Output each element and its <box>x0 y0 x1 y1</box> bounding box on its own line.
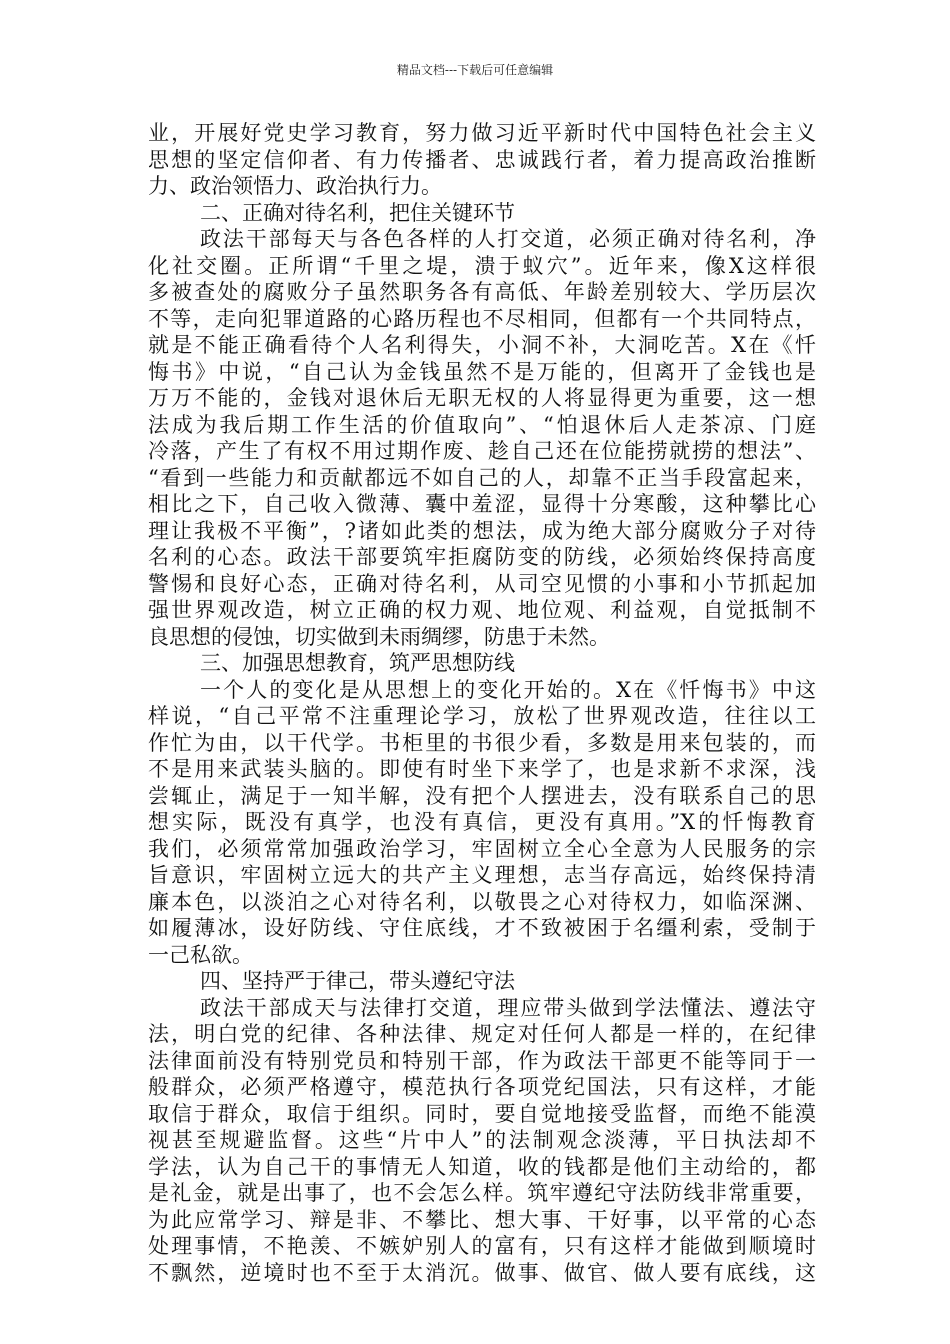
page-header: 精品文档---下载后可任意编辑 <box>396 63 554 77</box>
text-line: 良思想的侵蚀，切实做到未雨绸缪，防患于未然。 <box>148 624 610 649</box>
text-line: 多被查处的腐败分子虽然职务各有高低、年龄差别较大、学历层次 <box>148 280 816 304</box>
text-line: 万万不能的，金钱对退休后无职无权的人将显得更为重要，这一想 <box>148 386 816 410</box>
text-line: 理让我极不平衡”，?诸如此类的想法，成为绝大部分腐败分子对待 <box>148 518 816 543</box>
text-line: 如履薄冰，设好防线、守住底线，才不致被困于名缰利索，受制于 <box>148 916 816 940</box>
text-line: 想实际，既没有真学，也没有真信，更没有真用。”X的忏悔教育 <box>148 810 816 834</box>
text-line: 学法，认为自己干的事情无人知道，收的钱都是他们主动给的，都 <box>148 1154 816 1179</box>
section-heading: 二、正确对待名利，把住关键环节 <box>200 200 515 225</box>
text-line: “看到一些能力和贡献都远不如自己的人，却靠不正当手段富起来， <box>148 465 816 490</box>
text-line: 业，开展好党史学习教育，努力做习近平新时代中国特色社会主义 <box>148 121 816 145</box>
text-line: 一己私欲。 <box>148 942 253 967</box>
text-line: 政法干部成天与法律打交道，理应带头做到学法懂法、遵法守 <box>200 995 816 1020</box>
text-line: 法律面前没有特别党员和特别干部，作为政法干部更不能等同于一 <box>148 1048 816 1073</box>
text-line: 政法干部每天与各色各样的人打交道，必须正确对待名利，净 <box>200 227 816 251</box>
text-line: 就是不能正确看待个人名利得失，小洞不补，大洞吃苦。X在《忏 <box>148 333 816 357</box>
text-line: 样说，“自己平常不注重理论学习，放松了世界观改造，往往以工 <box>148 704 816 728</box>
text-line: 相比之下，自己收入微薄、囊中羞涩，显得十分寒酸，这种攀比心 <box>148 492 816 516</box>
text-line: 名利的心态。政法干部要筑牢拒腐防变的防线，必须始终保持高度 <box>148 545 816 569</box>
text-line: 般群众，必须严格遵守，模范执行各项党纪国法，只有这样，才能 <box>148 1075 816 1099</box>
text-line: 旨意识，牢固树立远大的共产主义理想，志当存高远，始终保持清 <box>148 863 816 887</box>
section-heading: 四、坚持严于律己，带头遵纪守法 <box>200 969 515 993</box>
text-line: 处理事情，不艳羡、不嫉妒别人的富有，只有这样才能做到顺境时 <box>148 1234 816 1258</box>
text-line: 取信于群众，取信于组织。同时，要自觉地接受监督，而绝不能漠 <box>148 1101 816 1126</box>
text-line: 思想的坚定信仰者、有力传播者、忠诚践行者，着力提高政治推断 <box>148 147 816 172</box>
text-line: 法，明白党的纪律、各种法律、规定对任何人都是一样的，在纪律 <box>148 1022 816 1046</box>
document-body <box>148 120 816 1286</box>
text-line: 尝辄止，满足于一知半解，没有把个人摆进去，没有联系自己的思 <box>148 783 816 808</box>
text-line: 警惕和良好心态，正确对待名利，从司空见惯的小事和小节抓起加 <box>148 571 816 596</box>
text-line: 法成为我后期工作生活的价值取向”、“怕退休后人走茶凉、门庭 <box>148 412 816 437</box>
text-line: 一个人的变化是从思想上的变化开始的。X在《忏悔书》中这 <box>200 677 816 702</box>
text-line: 冷落，产生了有权不用过期作废、趁自己还在位能捞就捞的想法”、 <box>148 439 816 463</box>
text-line: 视甚至规避监督。这些“片中人”的法制观念淡薄，平日执法却不 <box>148 1128 816 1152</box>
text-line: 悔书》中说，“自己认为金钱虽然不是万能的，但离开了金钱也是 <box>148 359 816 384</box>
text-line: 是礼金，就是出事了，也不会怎么样。筑牢遵纪守法防线非常重要， <box>148 1181 816 1205</box>
section-heading: 三、加强思想教育，筑严思想防线 <box>200 651 515 675</box>
text-line: 不是用来武装头脑的。即使有时坐下来学了，也是求新不求深，浅 <box>148 757 816 781</box>
text-line: 强世界观改造，树立正确的权力观、地位观、利益观，自觉抵制不 <box>148 598 816 622</box>
text-line: 为此应常学习、辩是非、不攀比、想大事、干好事，以平常的心态 <box>148 1207 816 1232</box>
text-line: 不飘然，逆境时也不至于太消沉。做事、做官、做人要有底线，这 <box>148 1260 816 1285</box>
text-line: 不等，走向犯罪道路的心路历程也不尽相同，但都有一个共同特点， <box>148 306 816 331</box>
text-line: 力、政治领悟力、政治执行力。 <box>148 174 442 198</box>
text-line: 我们，必须常常加强政治学习，牢固树立全心全意为人民服务的宗 <box>148 836 816 861</box>
text-line: 作忙为由，以干代学。书柜里的书很少看，多数是用来包装的，而 <box>148 730 816 755</box>
text-line: 化社交圈。正所谓“千里之堤，溃于蚁穴”。近年来，像X这样很 <box>148 253 816 278</box>
text-line: 廉本色，以淡泊之心对待名利，以敬畏之心对待权力，如临深渊、 <box>148 889 816 914</box>
